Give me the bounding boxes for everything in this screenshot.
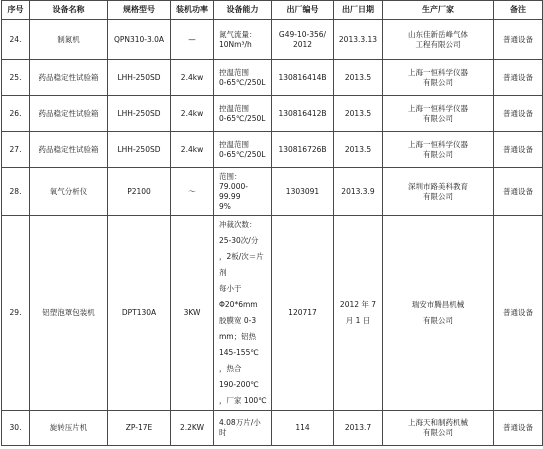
cell-no: 29. bbox=[2, 216, 30, 411]
maker-line: 有限公司 bbox=[423, 316, 453, 325]
cell-power: 2.4kw bbox=[171, 96, 214, 132]
table-row bbox=[2, 132, 543, 168]
cell-date bbox=[334, 216, 383, 411]
header-model: 规格型号 bbox=[108, 1, 171, 20]
cell-capacity bbox=[214, 20, 272, 60]
serial-line: 114 bbox=[295, 423, 310, 432]
capacity-line: 79.000-99.99 bbox=[219, 181, 248, 201]
capacity-line: 0-65℃/250L bbox=[219, 149, 266, 159]
cell-model: QPN310-3.0A bbox=[108, 20, 171, 60]
maker-line: 有限公司 bbox=[423, 77, 453, 87]
serial-line: 120717 bbox=[288, 308, 317, 317]
cell-no: 27. bbox=[2, 132, 30, 168]
cell-maker bbox=[383, 60, 494, 96]
capacity-line: 控温范围 bbox=[219, 67, 249, 77]
cell-maker bbox=[383, 168, 494, 216]
capacity-line: 4.08万片/小 bbox=[219, 418, 261, 427]
cell-model: DPT130A bbox=[108, 216, 171, 411]
table-row bbox=[2, 168, 543, 216]
cell-power: 2.2KW bbox=[171, 411, 214, 446]
cell-serial bbox=[272, 20, 334, 60]
header-row bbox=[2, 1, 543, 20]
cell-date bbox=[334, 96, 383, 132]
cell-note: 普通设备 bbox=[494, 20, 543, 60]
cell-note: 普通设备 bbox=[494, 96, 543, 132]
cell-no: 24. bbox=[2, 20, 30, 60]
capacity-line: ，厂家 100℃ bbox=[219, 396, 267, 405]
cell-maker bbox=[383, 411, 494, 446]
capacity-line: 控温范围 bbox=[219, 103, 249, 113]
cell-date bbox=[334, 132, 383, 168]
maker-line: 深圳市路美科教育 bbox=[408, 181, 468, 191]
equipment-table bbox=[1, 0, 543, 446]
cell-maker bbox=[383, 20, 494, 60]
cell-capacity bbox=[214, 411, 272, 446]
capacity-line: Φ20*6mm bbox=[219, 300, 258, 309]
capacity-line: 冲裁次数： bbox=[219, 220, 257, 229]
header-date: 出厂日期 bbox=[334, 1, 383, 20]
cell-no: 26. bbox=[2, 96, 30, 132]
cell-date bbox=[334, 411, 383, 446]
header-name: 设备名称 bbox=[30, 1, 108, 20]
cell-serial bbox=[272, 60, 334, 96]
capacity-line: ，热合 bbox=[219, 364, 242, 373]
serial-line: 130816412B bbox=[278, 108, 327, 118]
serial-line: 130816414B bbox=[278, 72, 327, 82]
cell-capacity bbox=[214, 168, 272, 216]
cell-serial bbox=[272, 411, 334, 446]
date-line: 2012 年 7 bbox=[339, 300, 377, 309]
cell-date bbox=[334, 168, 383, 216]
cell-name: 药品稳定性试验箱 bbox=[30, 132, 108, 168]
cell-maker bbox=[383, 132, 494, 168]
maker-line: 上海一恒科学仪器 bbox=[408, 139, 468, 149]
capacity-line: 0-65℃/250L bbox=[219, 77, 266, 87]
cell-serial bbox=[272, 168, 334, 216]
cell-note: 普通设备 bbox=[494, 216, 543, 411]
cell-capacity bbox=[214, 96, 272, 132]
cell-name: 药品稳定性试验箱 bbox=[30, 60, 108, 96]
cell-power: 2.4kw bbox=[171, 60, 214, 96]
maker-line: 瑞安市腾昌机械 bbox=[411, 300, 465, 309]
cell-no: 30. bbox=[2, 411, 30, 446]
cell-name: 旋转压片机 bbox=[30, 411, 108, 446]
cell-serial bbox=[272, 132, 334, 168]
cell-capacity bbox=[214, 132, 272, 168]
cell-model: ZP-17E bbox=[108, 411, 171, 446]
serial-line: 2012 bbox=[292, 39, 313, 49]
maker-line: 山东佳新岳峰气体 bbox=[408, 29, 468, 39]
table-row bbox=[2, 20, 543, 60]
cell-serial bbox=[272, 216, 334, 411]
date-line: 月 1 日 bbox=[345, 316, 371, 325]
header-maker: 生产厂家 bbox=[383, 1, 494, 20]
capacity-line: 每小于 bbox=[219, 284, 242, 293]
capacity-line: 控温范围 bbox=[219, 139, 249, 149]
capacity-line: 9% bbox=[219, 201, 231, 211]
cell-power: 2.4kw bbox=[171, 132, 214, 168]
serial-line: 130816726B bbox=[278, 144, 327, 154]
maker-line: 有限公司 bbox=[423, 428, 453, 437]
maker-line: 上海天和制药机械 bbox=[408, 418, 468, 427]
date-line: 2013.3.13 bbox=[338, 34, 378, 44]
maker-line: 有限公司 bbox=[423, 113, 453, 123]
cell-model: P2100 bbox=[108, 168, 171, 216]
cell-capacity bbox=[214, 60, 272, 96]
capacity-line: 10Nm³/h bbox=[219, 39, 252, 49]
cell-name: 药品稳定性试验箱 bbox=[30, 96, 108, 132]
cell-name: 铝塑泡罩包装机 bbox=[30, 216, 108, 411]
cell-no: 28. bbox=[2, 168, 30, 216]
cell-capacity bbox=[214, 216, 272, 411]
capacity-line: 胶膜宽 0-3 bbox=[219, 316, 257, 325]
cell-name: 氧气分析仪 bbox=[30, 168, 108, 216]
cell-maker bbox=[383, 96, 494, 132]
header-capacity: 设备能力 bbox=[214, 1, 272, 20]
date-line: 2013.5 bbox=[344, 108, 372, 118]
cell-note: 普通设备 bbox=[494, 60, 543, 96]
date-line: 2013.3.9 bbox=[341, 186, 375, 196]
cell-no: 25. bbox=[2, 60, 30, 96]
date-line: 2013.7 bbox=[344, 423, 372, 432]
cell-model: LHH-250SD bbox=[108, 60, 171, 96]
serial-line: G49-10-356/ bbox=[278, 29, 327, 39]
table-row bbox=[2, 216, 543, 411]
maker-line: 工程有限公司 bbox=[415, 39, 461, 49]
capacity-line: 范围： bbox=[219, 171, 242, 181]
cell-maker bbox=[383, 216, 494, 411]
header-power: 装机功率 bbox=[171, 1, 214, 20]
table-row bbox=[2, 60, 543, 96]
date-line: 2013.5 bbox=[344, 72, 372, 82]
table-row bbox=[2, 96, 543, 132]
cell-power: ～ bbox=[171, 168, 214, 216]
maker-line: 上海一恒科学仪器 bbox=[408, 103, 468, 113]
serial-line: 1303091 bbox=[285, 186, 320, 196]
capacity-line: 145-155℃ bbox=[219, 348, 259, 357]
maker-line: 有限公司 bbox=[423, 149, 453, 159]
cell-name: 制氮机 bbox=[30, 20, 108, 60]
maker-line: 有限公司 bbox=[423, 191, 453, 201]
table-row bbox=[2, 411, 543, 446]
cell-note: 普通设备 bbox=[494, 411, 543, 446]
header-note: 备注 bbox=[494, 1, 543, 20]
cell-note: 普通设备 bbox=[494, 168, 543, 216]
capacity-line: 0-65℃/250L bbox=[219, 113, 266, 123]
capacity-line: 时 bbox=[219, 428, 227, 437]
header-serial: 出厂编号 bbox=[272, 1, 334, 20]
maker-line: 上海一恒科学仪器 bbox=[408, 67, 468, 77]
capacity-line: 25-30次/分 bbox=[219, 236, 259, 245]
cell-note: 普通设备 bbox=[494, 132, 543, 168]
cell-date bbox=[334, 20, 383, 60]
cell-model: LHH-250SD bbox=[108, 96, 171, 132]
header-no: 序号 bbox=[2, 1, 30, 20]
cell-model: LHH-250SD bbox=[108, 132, 171, 168]
cell-power: — bbox=[171, 20, 214, 60]
capacity-line: mm；铝热 bbox=[219, 332, 257, 341]
capacity-line: ，2板/次＝片剂 bbox=[219, 252, 264, 277]
cell-serial bbox=[272, 96, 334, 132]
cell-date bbox=[334, 60, 383, 96]
date-line: 2013.5 bbox=[344, 144, 372, 154]
capacity-line: 氮气流量： bbox=[219, 29, 257, 39]
capacity-line: 190-200℃ bbox=[219, 380, 259, 389]
cell-power: 3KW bbox=[171, 216, 214, 411]
